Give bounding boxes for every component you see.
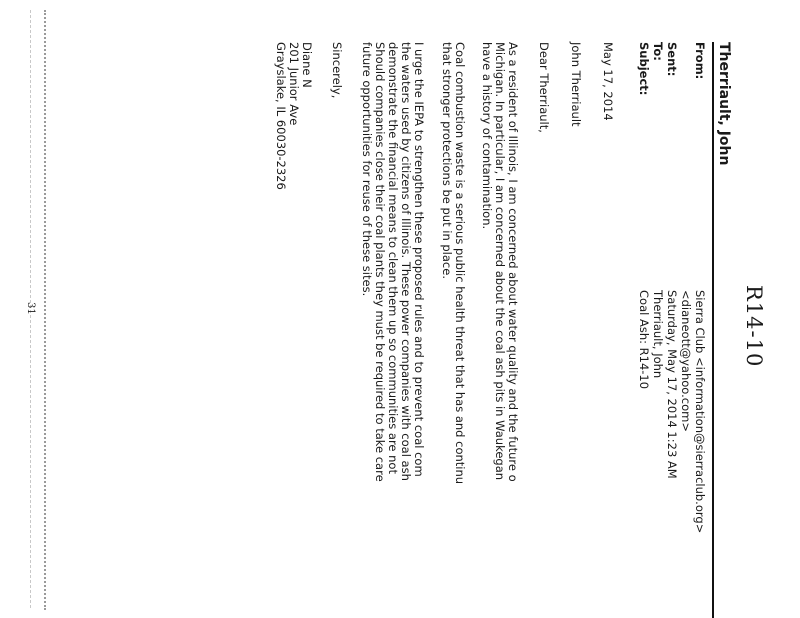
paragraph-2-line-2: that stronger protections be put in place.	[440, 42, 454, 279]
from-value: Sierra Club <information@sierraclub.org>	[693, 290, 707, 534]
from-label: From:	[693, 42, 707, 80]
paragraph-1-line-2: Michigan. In particular, I am concerned about the coal ash pits in Waukegan	[493, 42, 507, 481]
subject-value: Coal Ash: R14-10	[637, 290, 651, 390]
to-value: Therriault, John	[651, 290, 665, 379]
letter-addressee: John Therriault	[569, 42, 583, 127]
paragraph-2-line-1: Coal combustion waste is a serious public health threat that has and continu	[453, 42, 467, 485]
paragraph-3-line-1: I urge the IEPA to strengthen these proposed rules and to prevent coal com	[412, 42, 426, 477]
sent-value: Saturday, May 17, 2014 1:23 AM	[665, 290, 679, 479]
page-number: 31	[25, 302, 36, 315]
letter-salutation: Dear Therriault,	[537, 42, 551, 133]
letter-closing: Sincerely,	[330, 42, 344, 99]
sender-name: Therriault, John	[716, 42, 732, 166]
paragraph-1-line-3: have a history of contamination.	[480, 42, 494, 230]
sent-label: Sent:	[665, 42, 679, 77]
signature-city: Grayslake, IL 60030-2326	[274, 42, 288, 190]
from-email: <dianeott@yahoo.com>	[679, 290, 693, 432]
document-id: R14-10	[742, 285, 766, 368]
paragraph-1-line-1: As a resident of Illinois, I am concerned about water quality and the future o	[506, 42, 520, 482]
signature-street: 201 Junior Ave	[287, 42, 301, 126]
signature-name: Diane N	[300, 42, 314, 88]
to-label: To:	[651, 42, 665, 61]
paragraph-3-line-4: Should companies close their coal plants they must be required to take care	[373, 42, 387, 482]
paragraph-3-line-2: the waters used by citizens of Illinois. These power companies with coal ash	[399, 42, 413, 481]
header-rule	[712, 42, 714, 618]
subject-label: Subject:	[637, 42, 651, 96]
letter-date: May 17, 2014	[601, 42, 615, 121]
paragraph-3-line-3: demonstrate the financial means to clean them up so communities are not	[386, 42, 400, 474]
paragraph-3-line-5: future opportunities for reuse of these sites.	[360, 42, 374, 297]
